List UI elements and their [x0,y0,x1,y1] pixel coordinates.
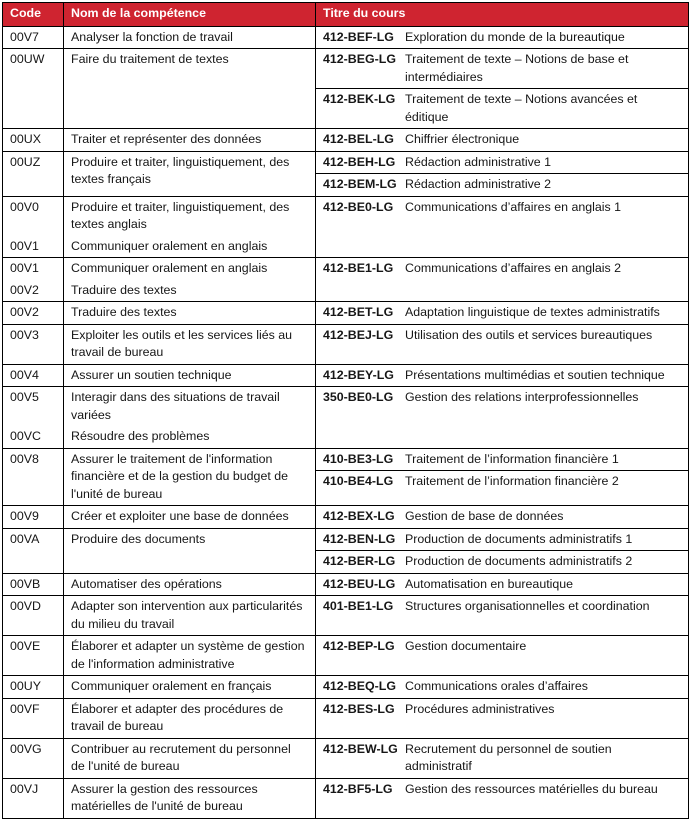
competence-code-cell: 00VD [3,596,64,635]
table-row-group [3,448,688,506]
competence-code-cell: 00UY [3,676,64,698]
competence-pair [3,49,316,128]
table-row-group [3,257,688,301]
competence-pair [3,365,316,387]
course-row [316,88,688,128]
courses-area [316,258,688,301]
table-row-group [3,301,688,324]
table-row-group [3,324,688,364]
course-title-cell: Gestion des ressources matérielles du bureau [405,781,658,796]
course-title-cell: Traitement de texte – Notions avancées et éditique [405,92,638,124]
table-row-group [3,128,688,151]
competence-name-cell: Automatiser des opérations [64,574,316,596]
course-title-cell: Automatisation en bureautique [405,576,574,591]
course-code-cell: 412-BEY-LG [323,367,394,382]
competence-area [3,258,316,301]
competence-code-cell: 00VG [3,739,64,778]
competence-name-cell: Assurer un soutien technique [64,365,316,387]
course-row [316,197,688,258]
courses-area [316,676,688,698]
course-code-cell: 412-BEG-LG [323,52,396,66]
competence-code-cell: 00V3 [3,325,64,364]
competence-name-cell: Communiquer oralement en anglais [64,258,316,280]
competence-code-cell: 00V2 [3,302,64,324]
competence-area [3,27,316,49]
course-title-cell: Structures organisationnelles et coordination [405,599,650,613]
courses-area [316,129,688,151]
header-course: Titre du cours [323,6,406,20]
course-title-cell: Communications d’affaires en anglais 2 [405,261,622,275]
competence-name-cell: Interagir dans des situations de travail variées [64,387,316,426]
table-row-group [3,778,688,818]
table-row-group [3,573,688,596]
competence-name-cell: Élaborer et adapter un système de gestion de l'information administrative [64,636,316,675]
courses-area [316,302,688,324]
competence-name-cell: Adapter son intervention aux particularités du milieu du travail [64,596,316,635]
course-code-cell: 401-BE1-LG [323,599,394,613]
course-title-cell: Exploration du monde de la bureautique [405,29,625,44]
competence-code-cell: 00UW [3,49,64,128]
competence-area [3,302,316,324]
competence-name-cell: Analyser la fonction de travail [64,27,316,49]
competence-pair [3,387,316,426]
competence-area [3,739,316,778]
competence-pair [3,197,316,236]
course-code-cell: 412-BES-LG [323,701,395,716]
course-code-cell: 412-BET-LG [323,305,394,319]
course-title-cell: Recrutement du personnel de soutien administratif [405,741,612,773]
course-code-cell: 410-BE3-LG [323,451,394,466]
course-row [316,129,688,151]
courses-area [316,365,688,387]
competence-pair [3,236,316,258]
competence-pair [3,27,316,49]
course-code-cell: 412-BEN-LG [323,531,396,546]
courses-area [316,739,688,778]
course-row [316,302,688,324]
table-row-group [3,635,688,675]
course-row [316,779,688,818]
course-row [316,49,688,88]
table-row-group [3,505,688,528]
competence-area [3,325,316,364]
table-row-group [3,675,688,698]
competence-code-cell: 00V1 [3,258,64,280]
courses-area [316,506,688,528]
competence-code-cell: 00V5 [3,387,64,426]
course-row [316,258,688,301]
table-row-group [3,738,688,778]
courses-area [316,636,688,675]
course-title-cell: Procédures administratives [405,701,555,716]
competence-area [3,197,316,258]
course-title-cell: Communications d’affaires en anglais 1 [405,199,622,214]
competence-pair [3,676,316,698]
competence-name-cell: Produire des documents [64,529,316,573]
course-title-cell: Traitement de l’information financière 1 [405,451,619,466]
course-title-cell: Communications orales d’affaires [405,679,588,693]
course-code-cell: 412-BEL-LG [323,132,394,146]
course-code-cell: 412-BEW-LG [323,741,398,756]
course-code-cell: 412-BEH-LG [323,154,396,169]
course-row [316,739,688,778]
course-title-cell: Gestion de base de données [405,509,564,523]
course-title-cell: Traitement de l’information financière 2 [405,474,619,488]
competence-area [3,529,316,573]
competence-name-cell: Assurer le traitement de l'information financière et de la gestion du budget de l'unité de bureau [64,449,316,506]
competence-pair [3,325,316,364]
competence-name-cell: Traduire des textes [64,280,316,302]
competence-area [3,596,316,635]
competence-code-cell: 00V0 [3,197,64,236]
competence-name-cell: Produire et traiter, linguistiquement, des textes français [64,152,316,196]
courses-area [316,779,688,818]
competence-area [3,506,316,528]
course-row [316,470,688,505]
competence-area [3,152,316,196]
competence-name-cell: Élaborer et adapter des procédures de travail de bureau [64,699,316,738]
courses-area [316,574,688,596]
competence-code-cell: 00VB [3,574,64,596]
competence-code-cell: 00VC [3,426,64,448]
competence-code-cell: 00V1 [3,236,64,258]
course-code-cell: 412-BEM-LG [323,177,397,191]
course-row [316,449,688,471]
courses-area [316,152,688,196]
competence-name-cell: Traiter et représenter des données [64,129,316,151]
competence-code-cell: 00V7 [3,27,64,49]
competence-pair [3,636,316,675]
courses-area [316,699,688,738]
competence-area [3,49,316,128]
course-title-cell: Gestion des relations interprofessionnelles [405,390,639,404]
table-body [3,27,688,818]
competence-code-cell: 00UZ [3,152,64,196]
course-code-cell: 412-BEX-LG [323,509,395,523]
competence-area [3,365,316,387]
competence-code-cell: 00V8 [3,449,64,506]
competence-pair [3,152,316,196]
course-code-cell: 350-BE0-LG [323,390,394,404]
course-title-cell: Rédaction administrative 2 [405,177,552,191]
competence-pair [3,129,316,151]
table-row-group [3,386,688,448]
competence-name-cell: Exploiter les outils et les services liés au travail de bureau [64,325,316,364]
competence-name-cell: Résoudre des problèmes [64,426,316,448]
competence-code-cell: 00V4 [3,365,64,387]
course-row [316,27,688,49]
header-code: Code [3,3,64,26]
competence-code-cell: 00V2 [3,280,64,302]
competence-pair [3,302,316,324]
competence-pair [3,529,316,573]
competence-name-cell: Communiquer oralement en anglais [64,236,316,258]
competence-pair [3,574,316,596]
competence-name-cell: Communiquer oralement en français [64,676,316,698]
course-row [316,699,688,738]
competence-pair [3,280,316,302]
competence-name-cell: Créer et exploiter une base de données [64,506,316,528]
competence-area [3,449,316,506]
course-code-cell: 412-BER-LG [323,554,396,568]
competence-code-cell: 00VJ [3,779,64,818]
table-row-group [3,364,688,387]
header-competence: Nom de la compétence [64,3,316,26]
course-title-cell: Production de documents administratifs 2 [405,554,633,568]
courses-area [316,449,688,506]
competence-code-cell: 00VF [3,699,64,738]
competence-name-cell: Faire du traitement de textes [64,49,316,128]
competence-name-cell: Contribuer au recrutement du personnel de l'unité de bureau [64,739,316,778]
courses-area [316,325,688,364]
course-row [316,529,688,551]
course-row [316,574,688,596]
competence-pair [3,779,316,818]
table-header-row [3,3,688,27]
competence-code-cell: 00VE [3,636,64,675]
competence-code-cell: 00UX [3,129,64,151]
competence-pair [3,699,316,738]
competence-area [3,129,316,151]
course-row [316,550,688,573]
course-title-cell: Traitement de texte – Notions de base et intermédiaires [405,52,629,84]
competence-pair [3,426,316,448]
competence-area [3,387,316,448]
course-code-cell: 412-BEP-LG [323,639,395,653]
course-code-cell: 412-BE0-LG [323,199,394,214]
competence-area [3,699,316,738]
competence-area [3,636,316,675]
course-title-cell: Rédaction administrative 1 [405,154,552,169]
table-row-group [3,151,688,196]
competence-pair [3,739,316,778]
courses-area [316,49,688,128]
competence-pair [3,596,316,635]
course-row [316,506,688,528]
competence-area [3,676,316,698]
course-row [316,596,688,635]
course-code-cell: 412-BEK-LG [323,92,396,106]
courses-area [316,596,688,635]
competence-code-cell: 00V9 [3,506,64,528]
course-row [316,365,688,387]
course-title-cell: Chiffrier électronique [405,132,520,146]
competence-area [3,574,316,596]
course-title-cell: Gestion documentaire [405,639,527,653]
course-code-cell: 412-BEQ-LG [323,679,396,693]
competence-code-cell: 00VA [3,529,64,573]
competence-name-cell: Produire et traiter, linguistiquement, des textes anglais [64,197,316,236]
competence-pair [3,258,316,280]
course-code-cell: 410-BE4-LG [323,474,394,488]
competence-pair [3,506,316,528]
table-row-group [3,196,688,258]
competence-course-table [2,2,689,819]
course-row [316,325,688,364]
table-row-group [3,698,688,738]
course-row [316,676,688,698]
course-title-cell: Production de documents administratifs 1 [405,531,633,546]
course-row [316,387,688,448]
course-code-cell: 412-BE1-LG [323,261,394,275]
table-row-group [3,48,688,128]
course-row [316,152,688,174]
course-code-cell: 412-BEU-LG [323,576,396,591]
table-row-group [3,595,688,635]
course-title-cell: Utilisation des outils et services bureautiques [405,327,653,342]
course-code-cell: 412-BF5-LG [323,781,393,796]
course-title-cell: Adaptation linguistique de textes administratifs [405,305,660,319]
courses-area [316,387,688,448]
table-row-group [3,528,688,573]
courses-area [316,529,688,573]
competence-area [3,779,316,818]
competence-name-cell: Traduire des textes [64,302,316,324]
courses-area [316,197,688,258]
course-row [316,636,688,675]
courses-area [316,27,688,49]
table-row-group [3,27,688,49]
course-code-cell: 412-BEJ-LG [323,327,394,342]
competence-pair [3,449,316,506]
competence-name-cell: Assurer la gestion des ressources matérielles de l'unité de bureau [64,779,316,818]
course-title-cell: Présentations multimédias et soutien technique [405,367,665,382]
course-code-cell: 412-BEF-LG [323,29,394,44]
course-row [316,173,688,196]
